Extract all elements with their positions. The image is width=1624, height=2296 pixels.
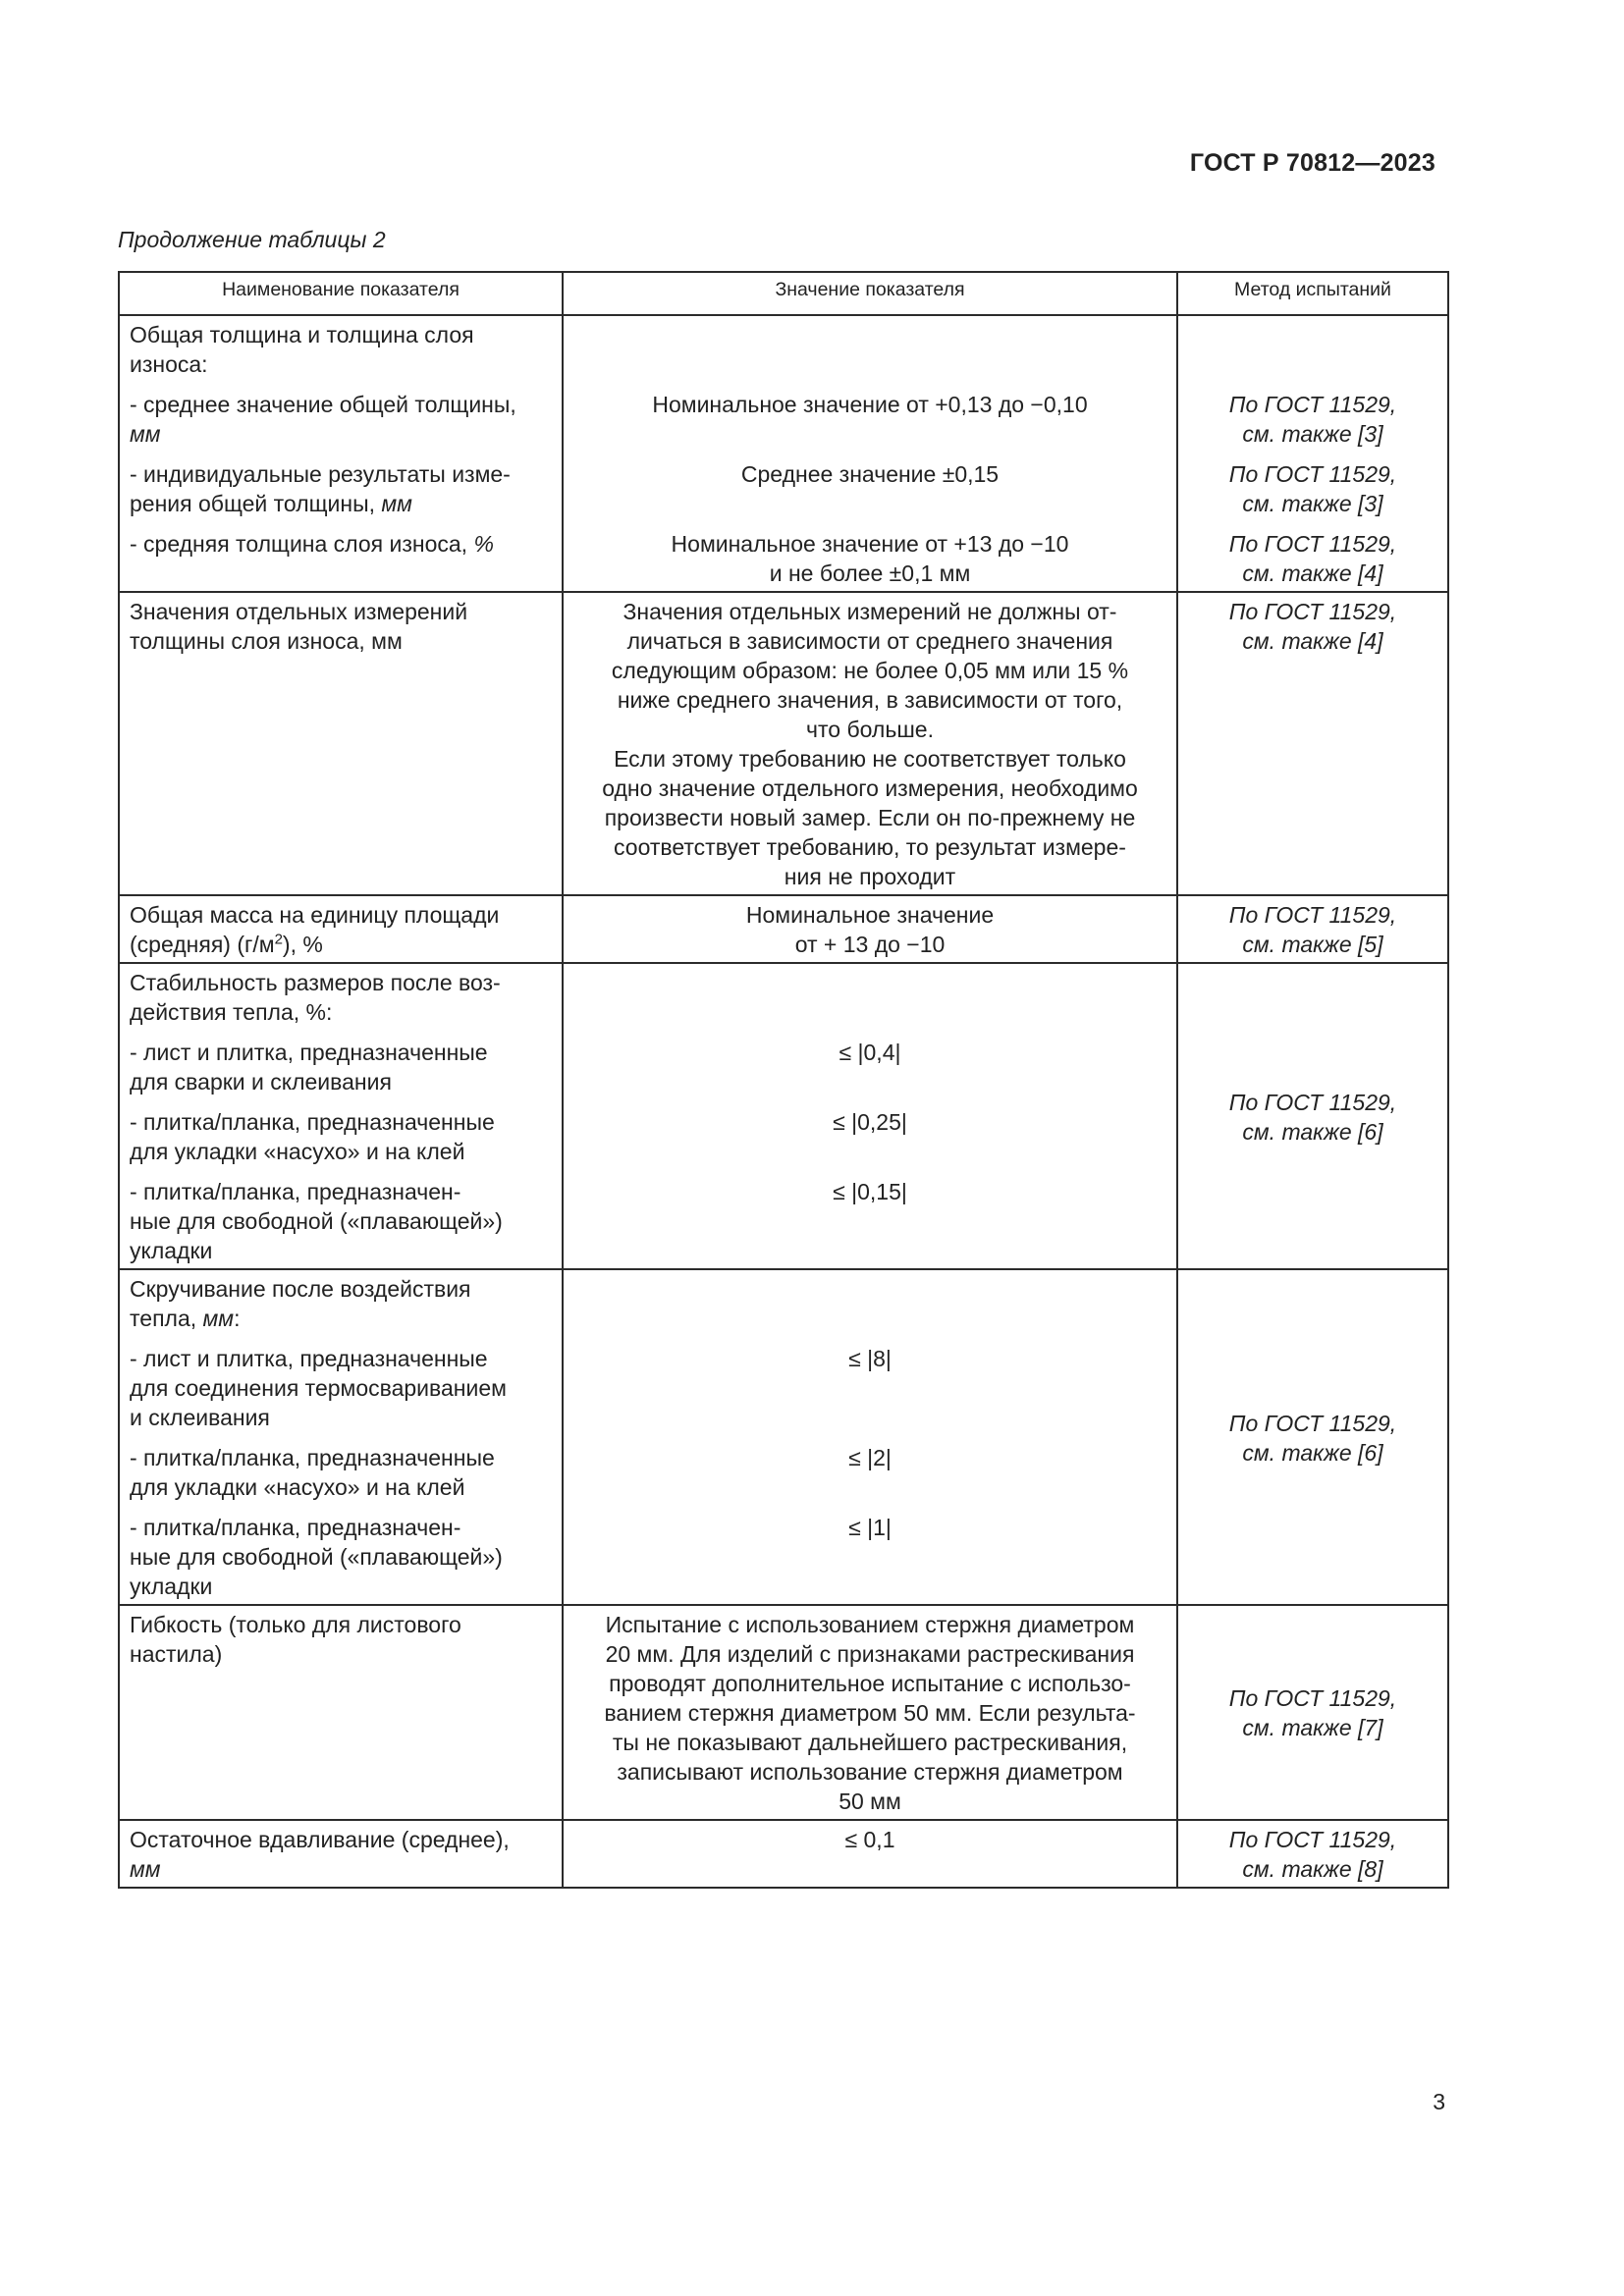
row-value-curling: ≤ |8| ≤ |2| ≤ |1| [563,1269,1177,1605]
row-method-individual-measurements: По ГОСТ 11529, см. также [4] [1177,592,1448,895]
row-name-individual-measurements: Значения отдельных измерений толщины слоя износа, мм [119,592,563,895]
table-row [119,895,1448,963]
row-name-residual-indentation: Остаточное вдавливание (среднее), мм [119,1820,563,1888]
table-row [119,315,1448,592]
row-name-flexibility: Гибкость (только для листового настила) [119,1605,563,1820]
spec-table [118,271,1449,1889]
table-row [119,592,1448,895]
row-value-residual-indentation: ≤ 0,1 [563,1820,1177,1888]
page-number: 3 [1433,2089,1445,2114]
row-name-thickness: Общая толщина и толщина слоя износа: - среднее значение общей толщины, мм - индивидуальные результаты изме- рения общей толщины, мм - средняя толщина слоя износа, % [119,315,563,592]
row-name-dimensional-stability: Стабильность размеров после воз- действия тепла, %: - лист и плитка, предназначенные для сварки и склеивания - плитка/планка, предназначенные для укладки «насухо» и на клей - плитка/планка, предназначен- ные для свободной («плавающей») укладки [119,963,563,1269]
column-header-name: Наименование показателя [119,272,563,315]
row-method-thickness: По ГОСТ 11529, см. также [3] По ГОСТ 11529, см. также [3] По ГОСТ 11529, см. также [4] [1177,315,1448,592]
row-method-flexibility: По ГОСТ 11529, см. также [7] [1177,1605,1448,1820]
column-header-method: Метод испытаний [1177,272,1448,315]
row-method-dimensional-stability: По ГОСТ 11529, см. также [6] [1177,963,1448,1269]
row-method-curling: По ГОСТ 11529, см. также [6] [1177,1269,1448,1605]
table-header-row [119,272,1448,315]
row-name-curling: Скручивание после воздействия тепла, мм: - лист и плитка, предназначенные для соединения термосвариванием и склеивания - плитка/планка, предназначенные для укладки «насухо» и на клей - плитка/планка, предназначен- ные для свободной («плавающей») укладки [119,1269,563,1605]
table-row [119,1269,1448,1605]
row-value-thickness: Номинальное значение от +0,13 до −0,10 Среднее значение ±0,15 Номинальное значение от +13 до −10 и не более ±0,1 мм [563,315,1177,592]
row-name-mass: Общая масса на единицу площади (средняя) $(г/м^2)$, % [119,895,563,963]
table-row [119,963,1448,1269]
row-value-flexibility: Испытание с использованием стержня диаметром 20 мм. Для изделий с признаками растрескивания проводят дополнительное испытание с использо- ванием стержня диаметром 50 мм. Если результа- ты не показывают дальнейшего растрескивания, записывают использование стержня диаметром 50 мм [563,1605,1177,1820]
row-value-individual-measurements: Значения отдельных измерений не должны от- личаться в зависимости от среднего значения следующим образом: не более 0,05 мм или 15 % ниже среднего значения, в зависимости от того, что больше. Если этому требованию не соответствует только одно значение отдельного измерения, необходимо произвести новый замер. Если он по-прежнему не соответствует требованию, то результат измере- ния не проходит [563,592,1177,895]
table-row [119,1820,1448,1888]
table-row [119,1605,1448,1820]
table-caption: Продолжение таблицы 2 [118,227,386,252]
row-method-mass: По ГОСТ 11529, см. также [5] [1177,895,1448,963]
row-value-mass: Номинальное значение от + 13 до −10 [563,895,1177,963]
row-method-residual-indentation: По ГОСТ 11529, см. также [8] [1177,1820,1448,1888]
document-code: ГОСТ Р 70812—2023 [1189,149,1435,177]
row-value-dimensional-stability: ≤ |0,4| ≤ |0,25| ≤ |0,15| [563,963,1177,1269]
column-header-value: Значение показателя [563,272,1177,315]
